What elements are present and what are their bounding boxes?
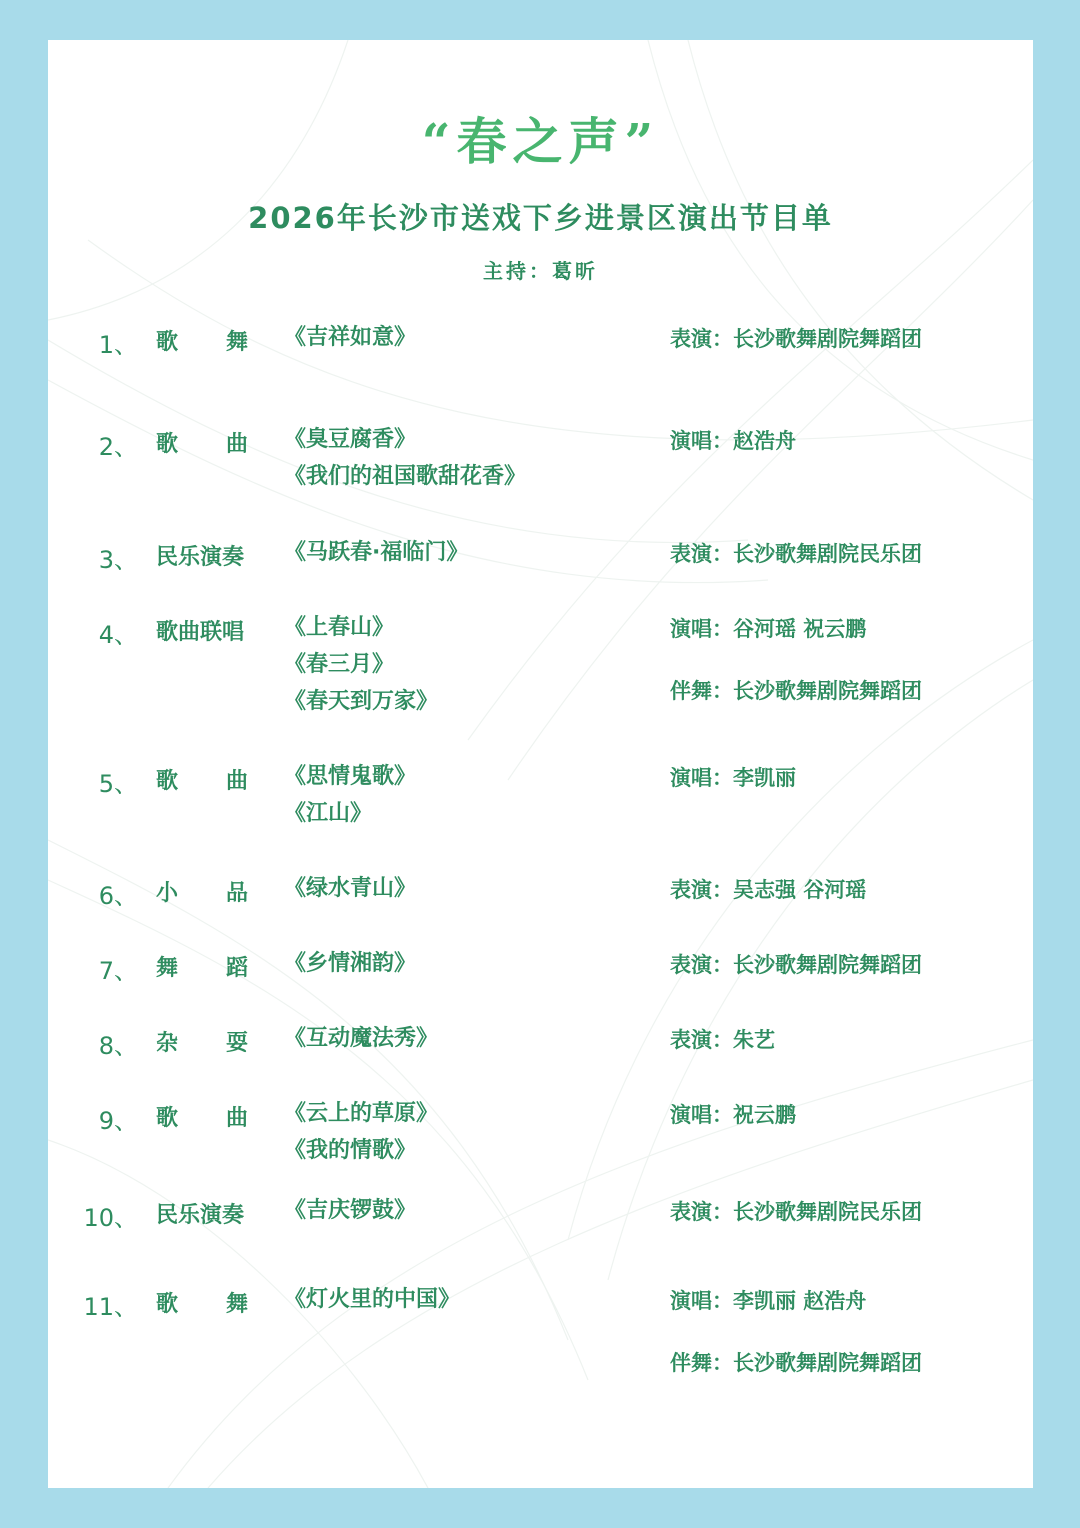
program-performers [670, 422, 796, 460]
program-performers [670, 1096, 796, 1134]
program-poster [48, 40, 1033, 1488]
program-performers [670, 535, 922, 573]
performer-line: 表演：吴志强 谷河瑶 [670, 878, 867, 902]
performer-line: 演唱：李凯丽 赵浩舟 [670, 1289, 867, 1313]
program-performers [670, 946, 922, 984]
program-category: 歌 曲 [156, 769, 248, 794]
program-title: 《春三月》 [284, 652, 395, 677]
performer-line: 演唱：李凯丽 [670, 766, 796, 790]
performer-line: 表演：长沙歌舞剧院民乐团 [670, 1200, 922, 1224]
program-number: 11、 [83, 1293, 138, 1321]
program-titles [284, 758, 416, 832]
program-category: 杂 耍 [156, 1031, 248, 1056]
program-number: 10、 [83, 1204, 138, 1232]
program-title: 《我的情歌》 [284, 1138, 417, 1163]
program-number: 7、 [98, 957, 138, 985]
program-title: 《云上的草原》 [284, 1101, 439, 1126]
program-category: 歌 曲 [156, 432, 248, 457]
program-title: 《江山》 [284, 801, 373, 826]
program-category: 民乐演奏 [156, 1203, 245, 1228]
performer-line: 演唱：谷河瑶 祝云鹏 [670, 617, 867, 641]
program-title: 《上春山》 [284, 615, 395, 640]
program-number: 8、 [98, 1032, 138, 1060]
program-category: 歌 舞 [156, 1292, 248, 1317]
performer-line: 伴舞：长沙歌舞剧院舞蹈团 [670, 1351, 922, 1375]
program-number: 5、 [98, 770, 138, 798]
program-title: 《绿水青山》 [284, 876, 417, 901]
poster-subtitle: 2026年长沙市送戏下乡进景区演出节目单 [248, 201, 833, 235]
program-title: 《春天到万家》 [284, 689, 439, 714]
program-title: 《灯火里的中国》 [284, 1287, 461, 1312]
program-category: 歌 曲 [156, 1106, 248, 1131]
program-title: 《吉祥如意》 [284, 325, 417, 350]
program-titles [284, 421, 526, 495]
performer-line: 表演：长沙歌舞剧院舞蹈团 [670, 953, 922, 977]
poster-title: “春之声” [421, 112, 660, 171]
program-performers [670, 320, 922, 358]
program-number: 6、 [98, 882, 138, 910]
performer-line: 伴舞：长沙歌舞剧院舞蹈团 [670, 679, 922, 703]
program-performers [670, 1021, 775, 1059]
program-title: 《我们的祖国歌甜花香》 [284, 464, 527, 489]
program-number: 3、 [98, 546, 138, 574]
program-performers [670, 1282, 922, 1382]
performer-line: 表演：长沙歌舞剧院舞蹈团 [670, 327, 922, 351]
program-titles [284, 870, 416, 907]
program-title: 《思情鬼歌》 [284, 764, 417, 789]
program-category: 舞 蹈 [156, 956, 248, 981]
program-title: 《臭豆腐香》 [284, 427, 417, 452]
program-titles [284, 1192, 416, 1229]
program-category: 民乐演奏 [156, 545, 245, 570]
program-category: 歌曲联唱 [156, 620, 245, 645]
performer-line: 演唱：祝云鹏 [670, 1103, 796, 1127]
performer-line: 表演：朱艺 [670, 1028, 775, 1052]
program-performers [670, 610, 922, 710]
host-line: 主持：葛昕 [483, 259, 598, 283]
program-category: 歌 舞 [156, 330, 248, 355]
program-performers [670, 1193, 922, 1231]
program-titles [284, 945, 416, 982]
program-title: 《互动魔法秀》 [284, 1026, 439, 1051]
program-performers [670, 871, 866, 909]
program-titles [284, 1095, 438, 1169]
program-title: 《乡情湘韵》 [284, 951, 417, 976]
program-title: 《马跃春·福临门》 [284, 540, 469, 565]
program-category: 小 品 [156, 881, 248, 906]
program-title: 《吉庆锣鼓》 [284, 1198, 417, 1223]
program-titles [284, 1281, 460, 1318]
program-titles [284, 609, 438, 720]
program-number: 9、 [98, 1107, 138, 1135]
program-number: 2、 [98, 433, 138, 461]
program-performers [670, 759, 796, 797]
performer-line: 表演：长沙歌舞剧院民乐团 [670, 542, 922, 566]
program-titles [284, 1020, 438, 1057]
program-titles [284, 534, 468, 571]
program-number: 1、 [98, 331, 138, 359]
program-titles [284, 319, 416, 356]
performer-line: 演唱：赵浩舟 [670, 429, 796, 453]
program-number: 4、 [98, 621, 138, 649]
